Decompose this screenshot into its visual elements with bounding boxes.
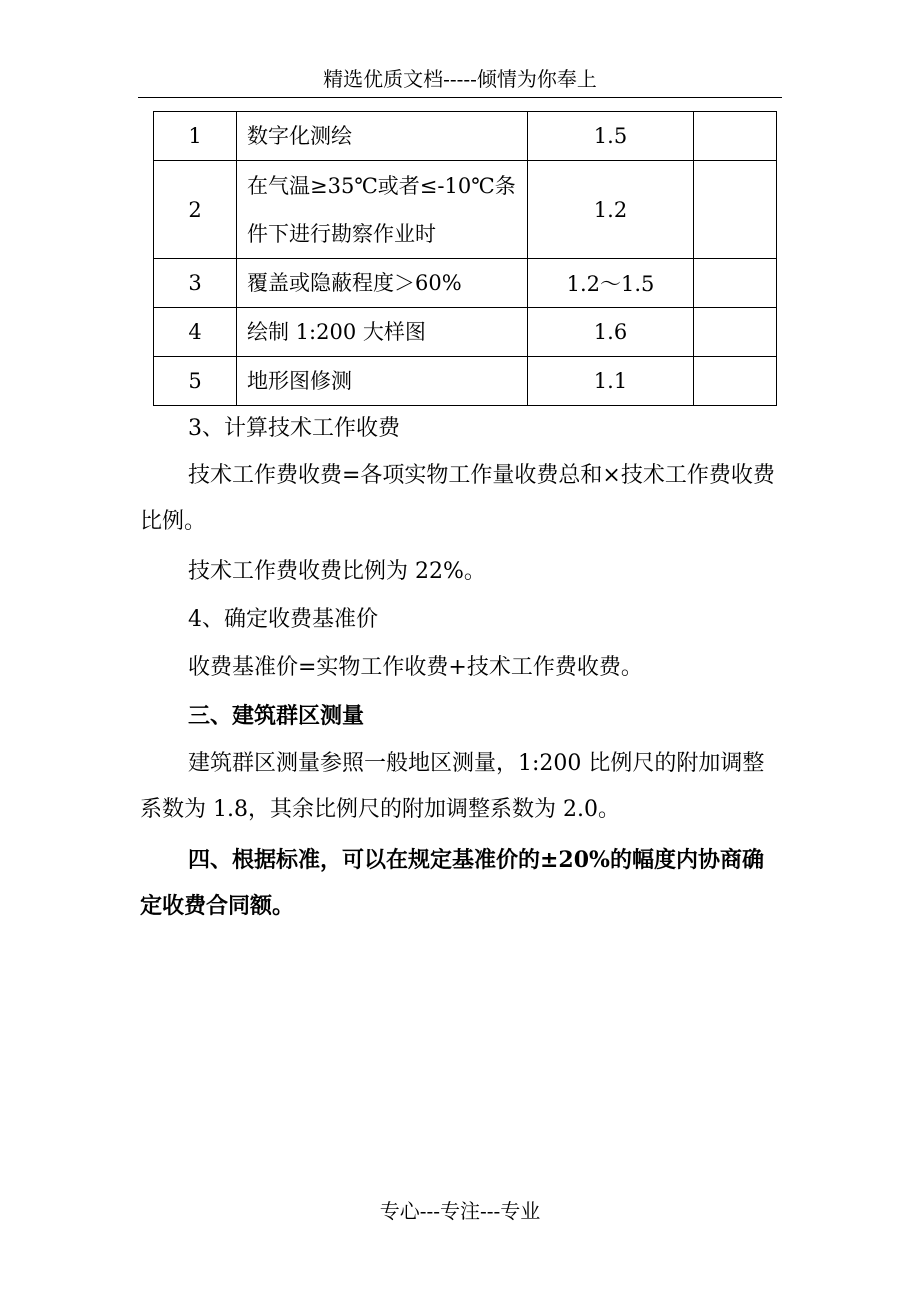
building-survey-text: 建筑群区测量参照一般地区测量，1:200 比例尺的附加调整系数为 1.8，其余比例尺的附加调整系数为 2.0。 <box>140 751 765 822</box>
page-footer: 专心---专注---专业 <box>379 1199 541 1223</box>
row-number: 2 <box>154 161 237 259</box>
table-row <box>154 308 777 357</box>
table-row <box>154 161 777 259</box>
building-survey-heading: 三、建筑群区测量 <box>188 703 365 729</box>
section-4-title: 4、确定收费基准价 <box>188 607 378 632</box>
section-3-title: 3、计算技术工作收费 <box>188 416 400 441</box>
row-coefficient: 1.2～1.5 <box>528 259 694 308</box>
row-description: 在气温≥35℃或者≤-10℃条件下进行勘察作业时 <box>237 161 528 259</box>
row-number: 3 <box>154 259 237 308</box>
row-note <box>694 357 777 406</box>
row-number: 5 <box>154 357 237 406</box>
row-number: 4 <box>154 308 237 357</box>
negotiation-clause: 四、根据标准，可以在规定基准价的±20%的幅度内协商确定收费合同额。 <box>140 847 764 919</box>
row-note <box>694 112 777 161</box>
section-3-ratio: 技术工作费收费比例为 22%。 <box>188 559 486 584</box>
row-description: 数字化测绘 <box>237 112 528 161</box>
row-description: 地形图修测 <box>237 357 528 406</box>
row-coefficient: 1.6 <box>528 308 694 357</box>
row-note <box>694 259 777 308</box>
row-note <box>694 308 777 357</box>
row-description: 覆盖或隐蔽程度＞60% <box>237 259 528 308</box>
table-row <box>154 357 777 406</box>
coefficient-table <box>153 111 777 406</box>
row-number: 1 <box>154 112 237 161</box>
header-rule <box>138 97 782 98</box>
section-4-formula: 收费基准价=实物工作收费+技术工作费收费。 <box>188 655 643 680</box>
row-coefficient: 1.2 <box>528 161 694 259</box>
table-row <box>154 259 777 308</box>
row-note <box>694 161 777 259</box>
row-coefficient: 1.1 <box>528 357 694 406</box>
section-3-formula: 技术工作费收费=各项实物工作量收费总和×技术工作费收费比例。 <box>140 463 775 534</box>
table-row <box>154 112 777 161</box>
page-header: 精选优质文档-----倾情为你奉上 <box>323 67 597 91</box>
row-coefficient: 1.5 <box>528 112 694 161</box>
row-description: 绘制 1:200 大样图 <box>237 308 528 357</box>
